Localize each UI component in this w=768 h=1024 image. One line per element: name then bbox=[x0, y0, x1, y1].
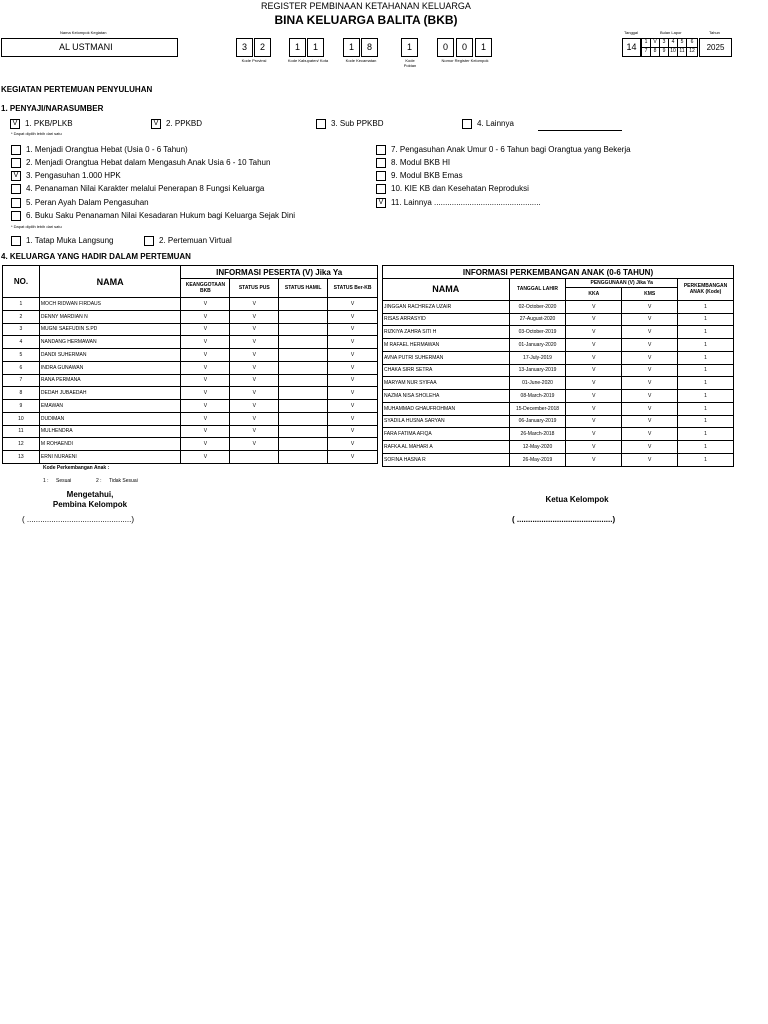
lainnya-line bbox=[538, 130, 622, 131]
child-name: NAZMA NISA SHOLEHA bbox=[383, 390, 510, 403]
perkembangan-code: 1 bbox=[678, 339, 734, 352]
kms-mark: V bbox=[622, 377, 678, 390]
kka-mark: V bbox=[566, 364, 622, 377]
member-name: INDRA GUNAWAN bbox=[39, 361, 181, 374]
member-name: NANDANG HERMAWAN bbox=[39, 336, 181, 349]
register-title: REGISTER PEMBINAAN KETAHANAN KELUARGA bbox=[261, 1, 471, 11]
kode-provinsi-digit[interactable]: 2 bbox=[254, 38, 271, 57]
materi-checkbox[interactable] bbox=[11, 145, 21, 155]
kms-mark: V bbox=[622, 300, 678, 313]
kode-kabupaten-digit[interactable]: 1 bbox=[307, 38, 324, 57]
birth-date: 02-October-2020 bbox=[509, 300, 566, 313]
penyaji-checkbox[interactable]: V bbox=[151, 119, 161, 129]
materi-checkbox[interactable] bbox=[11, 184, 21, 194]
row-number: 10 bbox=[3, 412, 40, 425]
metode-label: 1. Tatap Muka Langsung bbox=[26, 236, 114, 245]
row-number: 3 bbox=[3, 323, 40, 336]
pus-mark: V bbox=[230, 374, 279, 387]
member-name: EMAWAN bbox=[39, 400, 181, 413]
keanggotaan-mark: V bbox=[181, 310, 230, 323]
materi-label: 11. Lainnya ................................................ bbox=[391, 198, 541, 207]
penyaji-checkbox[interactable] bbox=[462, 119, 472, 129]
perkembangan-code: 1 bbox=[678, 377, 734, 390]
child-name: AVNA PUTRI SUHERMAN bbox=[383, 351, 510, 364]
berkb-mark: V bbox=[328, 400, 378, 413]
kms-mark: V bbox=[622, 441, 678, 454]
materi-checkbox[interactable] bbox=[376, 158, 386, 168]
info-anak-header: INFORMASI PERKEMBANGAN ANAK (0-6 TAHUN) bbox=[383, 266, 734, 279]
kka-mark: V bbox=[566, 441, 622, 454]
materi-checkbox[interactable] bbox=[376, 145, 386, 155]
perkembangan-code: 1 bbox=[678, 313, 734, 326]
ketua-label: Ketua Kelompok bbox=[545, 495, 609, 504]
materi-checkbox[interactable] bbox=[11, 211, 21, 221]
tanggal-label: Tanggal bbox=[624, 30, 639, 35]
keanggotaan-header: KEANGGOTAAN BKB bbox=[181, 279, 230, 298]
table-row bbox=[383, 402, 734, 415]
child-name: RIZKIYA ZAHRA SITI H bbox=[383, 326, 510, 339]
berkb-mark: V bbox=[328, 438, 378, 451]
perkembangan-code: 1 bbox=[678, 364, 734, 377]
table-row bbox=[383, 339, 734, 352]
penyaji-checkbox[interactable]: V bbox=[10, 119, 20, 129]
materi-label: 10. KIE KB dan Kesehatan Reproduksi bbox=[391, 184, 529, 193]
table-row bbox=[383, 377, 734, 390]
sec2-note: * Dapat dipilih lebih dari satu bbox=[11, 224, 62, 229]
hamil-mark bbox=[279, 425, 328, 438]
pus-mark: V bbox=[230, 412, 279, 425]
row-number: 8 bbox=[3, 387, 40, 400]
bulan-grid bbox=[641, 38, 699, 57]
kms-mark: V bbox=[622, 326, 678, 339]
nama-anak-header: NAMA bbox=[383, 279, 510, 301]
materi-label: 7. Pengasuhan Anak Umur 0 - 6 Tahun bagi Orangtua yang Bekerja bbox=[391, 145, 631, 154]
perkembangan-code: 1 bbox=[678, 351, 734, 364]
child-name: MARYAM NUR SYIFAA bbox=[383, 377, 510, 390]
hamil-mark bbox=[279, 336, 328, 349]
perkembangan-table bbox=[382, 265, 734, 467]
kms-mark: V bbox=[622, 402, 678, 415]
kka-mark: V bbox=[566, 453, 622, 466]
section-title: KEGIATAN PERTEMUAN PENYULUHAN bbox=[1, 85, 153, 94]
table-row bbox=[383, 453, 734, 466]
table-row bbox=[3, 323, 378, 336]
table-row bbox=[3, 336, 378, 349]
pus-mark: V bbox=[230, 361, 279, 374]
keanggotaan-mark: V bbox=[181, 451, 230, 464]
pembina-label: Pembina Kelompok bbox=[52, 500, 128, 509]
member-name: MULHENDRA bbox=[39, 425, 181, 438]
tahun-label: Tahun bbox=[709, 30, 720, 35]
kka-header: KKA bbox=[566, 288, 622, 301]
bulan-cell[interactable]: 4 bbox=[668, 38, 678, 48]
kode-pokbin-label: Kode Poktan bbox=[403, 58, 417, 68]
table-row bbox=[3, 451, 378, 464]
pus-mark: V bbox=[230, 310, 279, 323]
pus-mark: V bbox=[230, 323, 279, 336]
berkb-mark: V bbox=[328, 412, 378, 425]
kms-mark: V bbox=[622, 339, 678, 352]
perkembangan-code: 1 bbox=[678, 453, 734, 466]
keanggotaan-mark: V bbox=[181, 400, 230, 413]
materi-checkbox[interactable]: V bbox=[11, 171, 21, 181]
peserta-table bbox=[2, 265, 378, 464]
berkb-mark: V bbox=[328, 349, 378, 362]
legend-text: Sesuai bbox=[56, 478, 72, 484]
perkembangan-code: 1 bbox=[678, 428, 734, 441]
legend-code: 1 : bbox=[43, 478, 49, 484]
nomor-register-digit[interactable]: 0 bbox=[456, 38, 473, 57]
table-row bbox=[383, 390, 734, 403]
legend-title: Kode Perkembangan Anak : bbox=[43, 465, 110, 471]
birth-date: 26-May-2019 bbox=[509, 453, 566, 466]
pus-mark: V bbox=[230, 336, 279, 349]
page-title: BINA KELUARGA BALITA (BKB) bbox=[274, 13, 458, 27]
kode-provinsi-label: Kode Provinsi bbox=[241, 58, 267, 63]
keanggotaan-mark: V bbox=[181, 412, 230, 425]
bulan-cell[interactable]: 1 bbox=[641, 38, 651, 48]
berkb-mark: V bbox=[328, 425, 378, 438]
hamil-mark bbox=[279, 387, 328, 400]
materi-checkbox[interactable] bbox=[11, 158, 21, 168]
row-number: 2 bbox=[3, 310, 40, 323]
kka-mark: V bbox=[566, 377, 622, 390]
table-row bbox=[383, 326, 734, 339]
child-name: FARA FATIMA AFIQA bbox=[383, 428, 510, 441]
kka-mark: V bbox=[566, 402, 622, 415]
child-name: RISAS ARRASYID bbox=[383, 313, 510, 326]
materi-label: 4. Penanaman Nilai Karakter melalui Penerapan 8 Fungsi Keluarga bbox=[26, 184, 265, 193]
kms-mark: V bbox=[622, 453, 678, 466]
kode-kabupaten-label: Kode Kabupaten/ Kota bbox=[287, 58, 329, 63]
keanggotaan-mark: V bbox=[181, 298, 230, 311]
nomor-register-label: Nomor Register Kelompok bbox=[441, 58, 489, 63]
pus-mark: V bbox=[230, 298, 279, 311]
bulan-cell[interactable]: 8 bbox=[650, 47, 660, 57]
child-name: RAFKA AL MAHARI A bbox=[383, 441, 510, 454]
kms-mark: V bbox=[622, 415, 678, 428]
row-number: 7 bbox=[3, 374, 40, 387]
perkembangan-header: PERKEMBANGAN ANAK (Kode) bbox=[678, 279, 734, 301]
child-name: SYADILA HUSNA SARYAN bbox=[383, 415, 510, 428]
row-number: 6 bbox=[3, 361, 40, 374]
kode-provinsi-digit[interactable]: 3 bbox=[236, 38, 253, 57]
table-row bbox=[383, 300, 734, 313]
keanggotaan-mark: V bbox=[181, 323, 230, 336]
birth-date: 17-July-2019 bbox=[509, 351, 566, 364]
perkembangan-code: 1 bbox=[678, 402, 734, 415]
penyaji-checkbox[interactable] bbox=[316, 119, 326, 129]
kka-mark: V bbox=[566, 339, 622, 352]
materi-label: 8. Modul BKB HI bbox=[391, 158, 451, 167]
bulan-cell[interactable]: 9 bbox=[659, 47, 669, 57]
member-name: MUGNI SAEFUDIN S.PD bbox=[39, 323, 181, 336]
materi-label: 3. Pengasuhan 1.000 HPK bbox=[26, 171, 121, 180]
kode-kabupaten-digit[interactable]: 1 bbox=[289, 38, 306, 57]
pus-mark: V bbox=[230, 349, 279, 362]
table-row bbox=[3, 310, 378, 323]
materi-label: 9. Modul BKB Emas bbox=[391, 171, 463, 180]
keanggotaan-mark: V bbox=[181, 336, 230, 349]
materi-checkbox[interactable] bbox=[376, 171, 386, 181]
row-number: 12 bbox=[3, 438, 40, 451]
pus-mark: V bbox=[230, 425, 279, 438]
table-row bbox=[3, 387, 378, 400]
materi-label: 5. Peran Ayah Dalam Pengasuhan bbox=[26, 198, 149, 207]
hamil-mark bbox=[279, 374, 328, 387]
row-number: 13 bbox=[3, 451, 40, 464]
table-row bbox=[3, 374, 378, 387]
bulan-cell[interactable]: 3 bbox=[659, 38, 669, 48]
bulan-label: Bulan Lapor bbox=[660, 30, 682, 35]
hamil-mark bbox=[279, 400, 328, 413]
bulan-cell[interactable]: 12 bbox=[686, 47, 698, 57]
bulan-cell[interactable]: 7 bbox=[641, 47, 651, 57]
materi-checkbox[interactable]: V bbox=[376, 198, 386, 208]
info-peserta-header: INFORMASI PESERTA (V) Jika Ya bbox=[181, 266, 378, 279]
penyaji-label: 2. PPKBD bbox=[166, 119, 203, 128]
kms-mark: V bbox=[622, 364, 678, 377]
penyaji-label: 1. PKB/PLKB bbox=[25, 119, 73, 128]
child-name: MUHAMMAD GHAUFROHMAN bbox=[383, 402, 510, 415]
no-header: NO. bbox=[3, 266, 40, 298]
legend-text: Tidak Sesuai bbox=[109, 478, 138, 484]
nomor-register-digit[interactable]: 1 bbox=[475, 38, 492, 57]
member-name: ERNI NURAENI bbox=[39, 451, 181, 464]
nomor-register-digit[interactable]: 0 bbox=[437, 38, 454, 57]
hamil-header: STATUS HAMIL bbox=[279, 279, 328, 298]
table-row bbox=[3, 361, 378, 374]
kms-header: KMS bbox=[622, 288, 678, 301]
birth-date: 06-January-2019 bbox=[509, 415, 566, 428]
pus-mark bbox=[230, 451, 279, 464]
berkb-header: STATUS Ber-KB bbox=[328, 279, 378, 298]
birth-date: 27-August-2020 bbox=[509, 313, 566, 326]
table-row bbox=[3, 349, 378, 362]
metode-checkbox[interactable] bbox=[144, 236, 154, 246]
kms-mark: V bbox=[622, 351, 678, 364]
table-row bbox=[383, 351, 734, 364]
table-row bbox=[3, 298, 378, 311]
berkb-mark: V bbox=[328, 336, 378, 349]
row-number: 5 bbox=[3, 349, 40, 362]
bulan-cell[interactable]: V bbox=[650, 38, 660, 48]
hamil-mark bbox=[279, 349, 328, 362]
materi-checkbox[interactable] bbox=[376, 184, 386, 194]
bulan-cell[interactable]: 10 bbox=[668, 47, 678, 57]
kode-kecamatan-digit[interactable]: 1 bbox=[343, 38, 360, 57]
kka-mark: V bbox=[566, 415, 622, 428]
keanggotaan-mark: V bbox=[181, 361, 230, 374]
perkembangan-code: 1 bbox=[678, 390, 734, 403]
mengetahui-label: Mengetahui, bbox=[66, 490, 114, 499]
birth-date: 03-October-2019 bbox=[509, 326, 566, 339]
pus-mark: V bbox=[230, 438, 279, 451]
child-name: M RAFAEL HERMAWAN bbox=[383, 339, 510, 352]
materi-label: 1. Menjadi Orangtua Hebat (Usia 0 - 6 Tahun) bbox=[26, 145, 188, 154]
penyaji-label: 3. Sub PPKBD bbox=[331, 119, 384, 128]
perkembangan-code: 1 bbox=[678, 326, 734, 339]
kka-mark: V bbox=[566, 300, 622, 313]
kode-pokbin-digit[interactable]: 1 bbox=[401, 38, 418, 57]
perkembangan-code: 1 bbox=[678, 300, 734, 313]
table-row bbox=[383, 364, 734, 377]
birth-date: 26-March-2018 bbox=[509, 428, 566, 441]
member-name: M ROHAENDI bbox=[39, 438, 181, 451]
child-name: JINGGAN RACHREZA UZAIR bbox=[383, 300, 510, 313]
bulan-cell[interactable]: 11 bbox=[677, 47, 687, 57]
metode-label: 2. Pertemuan Virtual bbox=[159, 236, 232, 245]
group-name-label: Nama Kelompok Kegiatan bbox=[60, 30, 107, 35]
pus-mark: V bbox=[230, 400, 279, 413]
group-name-field[interactable]: AL USTMANI bbox=[1, 38, 178, 57]
kms-mark: V bbox=[622, 390, 678, 403]
berkb-mark: V bbox=[328, 374, 378, 387]
keanggotaan-mark: V bbox=[181, 387, 230, 400]
kka-mark: V bbox=[566, 390, 622, 403]
materi-label: 6. Buku Saku Penanaman Nilai Kesadaran Hukum bagi Keluarga Sejak Dini bbox=[26, 211, 296, 220]
hamil-mark bbox=[279, 438, 328, 451]
kka-mark: V bbox=[566, 428, 622, 441]
member-name: DEDAH JUBAEDAH bbox=[39, 387, 181, 400]
materi-checkbox[interactable] bbox=[11, 198, 21, 208]
bulan-cell[interactable]: 5 bbox=[677, 38, 687, 48]
perkembangan-code: 1 bbox=[678, 441, 734, 454]
kode-kecamatan-label: Kode Kecamatan bbox=[345, 58, 377, 63]
keanggotaan-mark: V bbox=[181, 438, 230, 451]
keanggotaan-mark: V bbox=[181, 349, 230, 362]
table-row bbox=[383, 415, 734, 428]
berkb-mark: V bbox=[328, 298, 378, 311]
birth-date: 15-December-2018 bbox=[509, 402, 566, 415]
ketua-signature-line: ( ...........................................) bbox=[512, 515, 616, 524]
tanggal-lahir-header: TANGGAL LAHIR bbox=[509, 279, 566, 301]
hamil-mark bbox=[279, 412, 328, 425]
table-row bbox=[3, 425, 378, 438]
kka-mark: V bbox=[566, 351, 622, 364]
table-row bbox=[383, 428, 734, 441]
table-row bbox=[3, 438, 378, 451]
row-number: 4 bbox=[3, 336, 40, 349]
legend-code: 2 : bbox=[96, 478, 102, 484]
perkembangan-code: 1 bbox=[678, 415, 734, 428]
sec1-note: * Dapat dipilih lebih dari satu bbox=[11, 131, 62, 136]
member-name: DANDI SUHERMAN bbox=[39, 349, 181, 362]
table-row bbox=[383, 441, 734, 454]
keanggotaan-mark: V bbox=[181, 425, 230, 438]
hamil-mark bbox=[279, 298, 328, 311]
berkb-mark: V bbox=[328, 310, 378, 323]
materi-label: 2. Menjadi Orangtua Hebat dalam Mengasuh Anak Usia 6 - 10 Tahun bbox=[26, 158, 271, 167]
member-name: RANA PERMANA bbox=[39, 374, 181, 387]
bulan-cell[interactable]: 6 bbox=[686, 38, 698, 48]
pembina-signature-line: ( ...............................................) bbox=[22, 515, 135, 524]
kode-kecamatan-digit[interactable]: 8 bbox=[361, 38, 378, 57]
nama-header: NAMA bbox=[39, 266, 181, 298]
row-number: 9 bbox=[3, 400, 40, 413]
keanggotaan-mark: V bbox=[181, 374, 230, 387]
kms-mark: V bbox=[622, 428, 678, 441]
row-number: 11 bbox=[3, 425, 40, 438]
row-number: 1 bbox=[3, 298, 40, 311]
birth-date: 13-January-2019 bbox=[509, 364, 566, 377]
member-name: MOCH RIDWAN FIRDAUS bbox=[39, 298, 181, 311]
penggunaan-header: PENGGUNAAN (V) Jika Ya bbox=[566, 279, 678, 288]
birth-date: 08-March-2019 bbox=[509, 390, 566, 403]
hamil-mark bbox=[279, 361, 328, 374]
berkb-mark: V bbox=[328, 451, 378, 464]
berkb-mark: V bbox=[328, 387, 378, 400]
sec4-title: 4. KELUARGA YANG HADIR DALAM PERTEMUAN bbox=[1, 252, 191, 261]
birth-date: 01-June-2020 bbox=[509, 377, 566, 390]
hamil-mark bbox=[279, 310, 328, 323]
kms-mark: V bbox=[622, 313, 678, 326]
table-row bbox=[383, 313, 734, 326]
birth-date: 12-May-2020 bbox=[509, 441, 566, 454]
berkb-mark: V bbox=[328, 361, 378, 374]
kka-mark: V bbox=[566, 313, 622, 326]
penyaji-label: 4. Lainnya bbox=[477, 119, 514, 128]
tanggal-field[interactable]: 14 bbox=[622, 38, 641, 57]
metode-checkbox[interactable] bbox=[11, 236, 21, 246]
kka-mark: V bbox=[566, 326, 622, 339]
birth-date: 01-January-2020 bbox=[509, 339, 566, 352]
member-name: DUDIMAN bbox=[39, 412, 181, 425]
tahun-field[interactable]: 2025 bbox=[699, 38, 732, 57]
child-name: CHAKA SIRR SETRA bbox=[383, 364, 510, 377]
table-row bbox=[3, 412, 378, 425]
pus-mark: V bbox=[230, 387, 279, 400]
table-row bbox=[3, 400, 378, 413]
hamil-mark bbox=[279, 323, 328, 336]
berkb-mark: V bbox=[328, 323, 378, 336]
hamil-mark bbox=[279, 451, 328, 464]
child-name: SOFINA HASNA R bbox=[383, 453, 510, 466]
pus-header: STATUS PUS bbox=[230, 279, 279, 298]
sec1-title: 1. PENYAJI/NARASUMBER bbox=[1, 104, 104, 113]
member-name: DENNY MARDIAN N bbox=[39, 310, 181, 323]
